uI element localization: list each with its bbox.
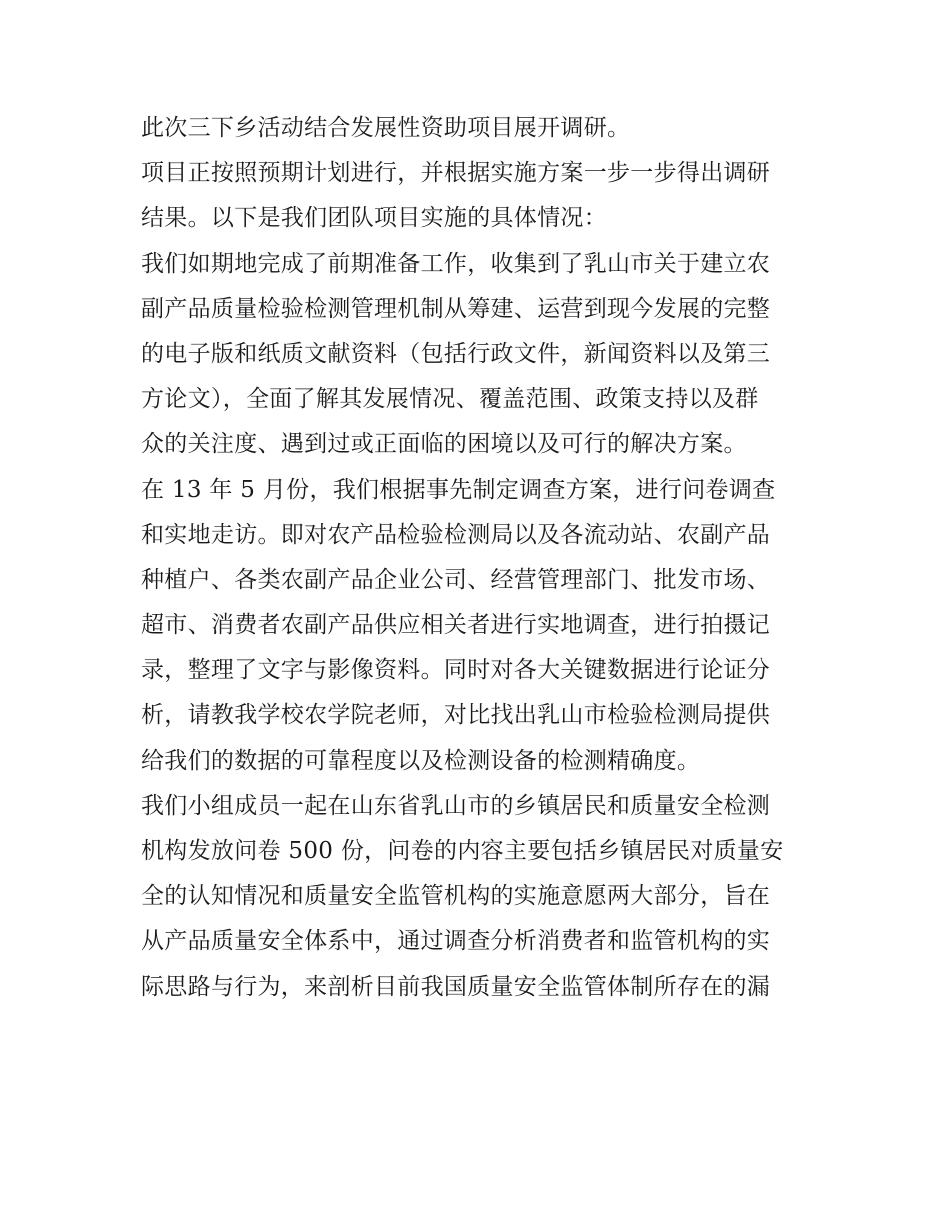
text-line: 给我们的数据的可靠程度以及检测设备的检测精确度。 bbox=[141, 747, 701, 774]
text-line: 在 13 年 5 月份，我们根据事先制定调查方案，进行问卷调查 bbox=[141, 476, 776, 503]
text-line: 结果。以下是我们团队项目实施的具体情况： bbox=[141, 205, 607, 232]
text-line: 众的关注度、遇到过或正面临的困境以及可行的解决方案。 bbox=[141, 431, 747, 458]
text-line: 录，整理了文字与影像资料。同时对各大关键数据进行论证分 bbox=[141, 657, 771, 684]
text-line: 此次三下乡活动结合发展性资助项目展开调研。 bbox=[141, 115, 631, 141]
body-text bbox=[141, 106, 813, 1010]
text-line: 机构发放问卷 500 份，问卷的内容主要包括乡镇居民对质量安 bbox=[141, 838, 784, 864]
text-line: 方论文），全面了解其发展情况、覆盖范围、政策支持以及群 bbox=[141, 386, 759, 413]
text-line: 析，请教我学校农学院老师，对比找出乳山市检验检测局提供 bbox=[141, 702, 771, 729]
text-line: 际思路与行为，来剖析目前我国质量安全监管体制所存在的漏 bbox=[141, 973, 771, 1000]
text-line: 从产品质量安全体系中，通过调查分析消费者和监管机构的实 bbox=[141, 928, 771, 955]
text-line: 超市、消费者农副产品供应相关者进行实地调查，进行拍摄记 bbox=[141, 612, 771, 639]
text-line: 我们小组成员一起在山东省乳山市的乡镇居民和质量安全检测 bbox=[141, 792, 771, 819]
text-line: 副产品质量检验检测管理机制从筹建、运营到现今发展的完整 bbox=[141, 295, 771, 322]
text-line: 全的认知情况和质量安全监管机构的实施意愿两大部分，旨在 bbox=[141, 883, 771, 910]
text-line: 和实地走访。即对农产品检验检测局以及各流动站、农副产品 bbox=[141, 521, 771, 548]
text-line: 的电子版和纸质文献资料（包括行政文件，新闻资料以及第三 bbox=[141, 340, 771, 367]
text-line: 我们如期地完成了前期准备工作，收集到了乳山市关于建立农 bbox=[141, 250, 771, 277]
text-line: 种植户、各类农副产品企业公司、经营管理部门、批发市场、 bbox=[141, 566, 771, 593]
text-line: 项目正按照预期计划进行，并根据实施方案一步一步得出调研 bbox=[141, 160, 771, 187]
